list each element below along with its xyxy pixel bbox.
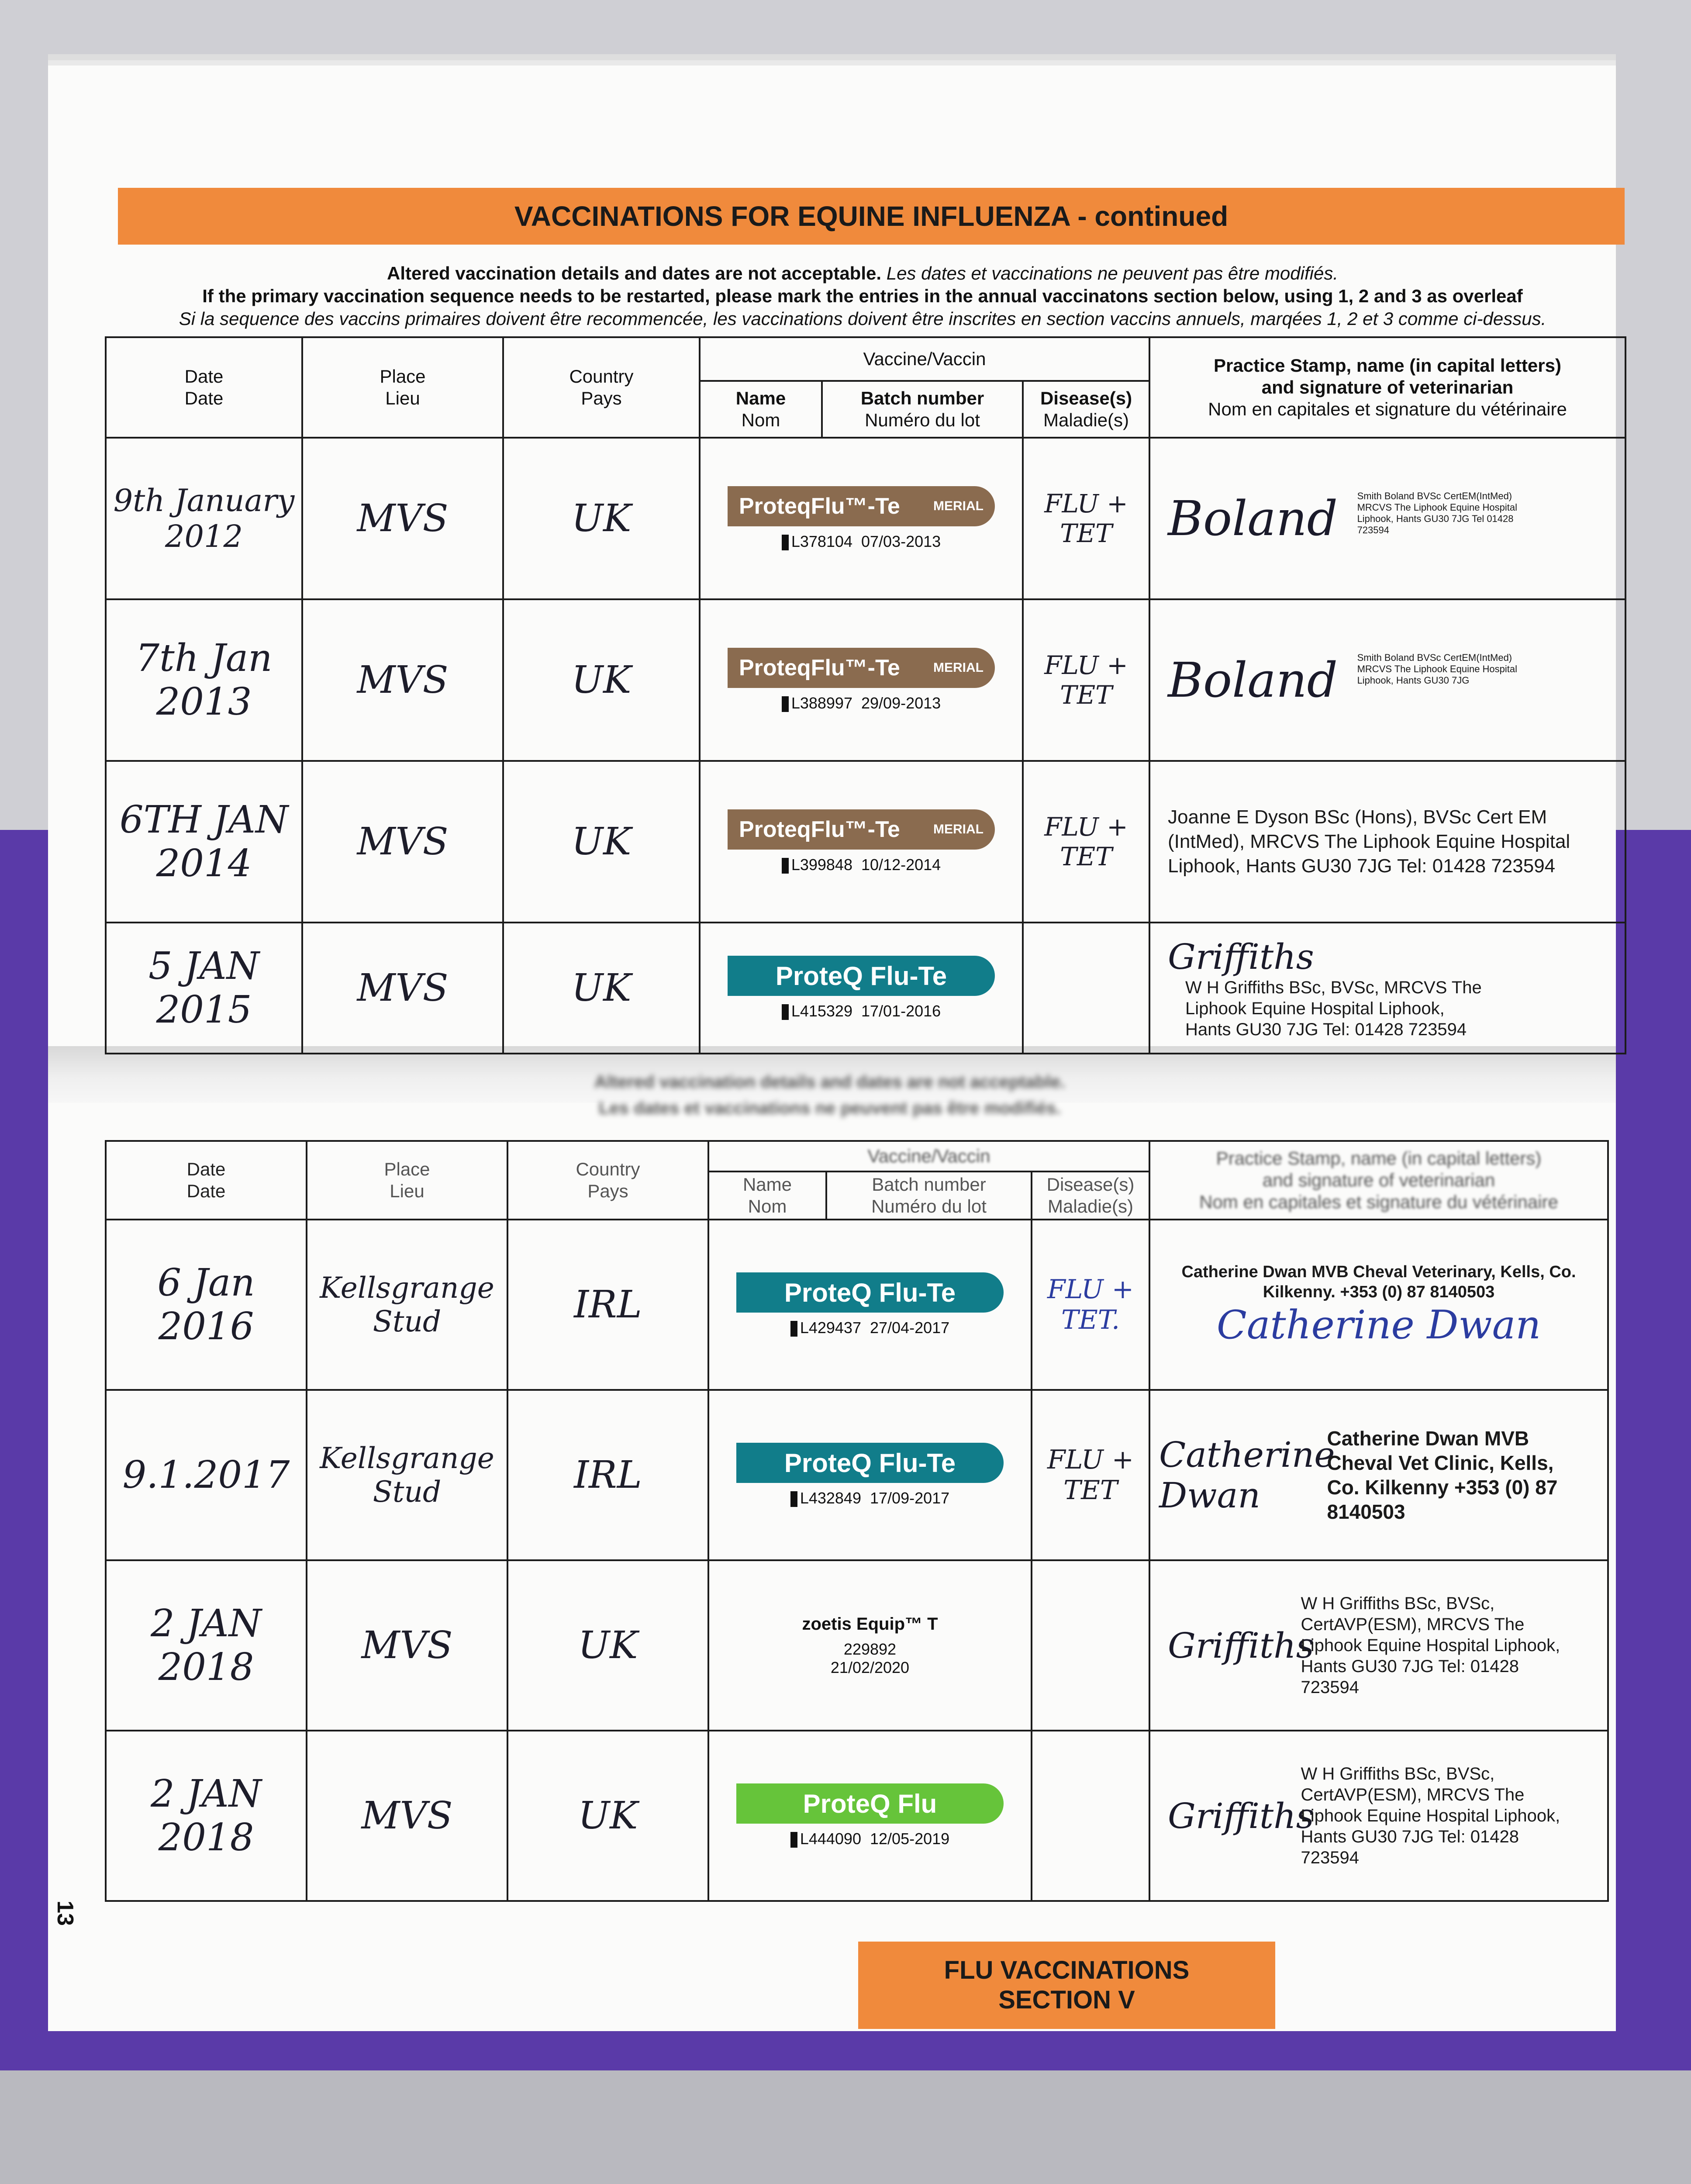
place-cell: MVS bbox=[307, 1560, 507, 1731]
lot-line: 229892 21/02/2020 bbox=[830, 1640, 910, 1676]
table-row bbox=[106, 1220, 1608, 1390]
blurred-notice-1: Altered vaccination details and dates are not acceptable. bbox=[594, 1072, 1066, 1092]
vaccine-label: ProteQ Flu bbox=[736, 1783, 1004, 1824]
country-cell: UK bbox=[507, 1560, 708, 1731]
table-row bbox=[106, 1731, 1608, 1901]
disease-cell: FLU + TET bbox=[1023, 438, 1149, 599]
col-header-disease: Disease(s) Maladie(s) bbox=[1023, 381, 1149, 438]
col-header-date: Date Date bbox=[106, 1141, 307, 1220]
col-header-batch: Batch number Numéro du lot bbox=[822, 381, 1023, 438]
place-cell: MVS bbox=[302, 438, 503, 599]
section-label: FLU VACCINATIONS SECTION V bbox=[858, 1942, 1275, 2029]
country-cell: UK bbox=[507, 1731, 708, 1901]
page-number: 13 bbox=[52, 1901, 78, 1926]
vaccine-label: ProteQ Flu-Te bbox=[728, 956, 995, 996]
lot-line: L415329 17/01-2016 bbox=[701, 1002, 1022, 1020]
date-cell: 6TH JAN 2014 bbox=[106, 761, 302, 923]
lot-line: L429437 27/04-2017 bbox=[709, 1319, 1031, 1337]
scanner-bed bbox=[0, 2070, 1691, 2184]
practice-stamp: Smith Boland BVSc CertEM(IntMed) MRCVS The Liphook Equine Hospital Liphook, Hants GU30 7JG bbox=[1357, 652, 1518, 686]
vaccine-label: ProteqFlu™-Te MERIAL bbox=[728, 486, 995, 526]
practice-stamp: W H Griffiths BSc, BVSc, CertAVP(ESM), MRCVS The Liphook Equine Hospital Liphook, Hants GU30 7JG Tel: 01428 723594 bbox=[1301, 1594, 1560, 1697]
vet-signature: Griffiths bbox=[1168, 1795, 1314, 1836]
vaccine-sticker bbox=[708, 1220, 1032, 1390]
table-row bbox=[106, 438, 1625, 599]
vaccine-sticker bbox=[700, 438, 1023, 599]
practice-cell bbox=[1149, 1390, 1608, 1560]
disease-cell: FLU + TET. bbox=[1032, 1220, 1149, 1390]
practice-cell bbox=[1149, 923, 1625, 1054]
date-cell: 9.1.2017 bbox=[106, 1390, 307, 1560]
table-row bbox=[106, 761, 1625, 923]
practice-stamp: Joanne E Dyson BSc (Hons), BVSc Cert EM (IntMed), MRCVS The Liphook Equine Hospital Liphook, Hants GU30 7JG Tel: 01428 723594 bbox=[1149, 761, 1625, 923]
vet-signature: Boland bbox=[1168, 652, 1338, 708]
place-cell: MVS bbox=[302, 761, 503, 923]
table-row bbox=[106, 923, 1625, 1054]
col-header-disease: Disease(s) Maladie(s) bbox=[1032, 1171, 1149, 1220]
country-cell: UK bbox=[503, 923, 700, 1054]
country-cell: UK bbox=[503, 761, 700, 923]
vaccine-label: zoetis Equip™ T bbox=[802, 1614, 938, 1634]
practice-cell bbox=[1149, 1220, 1608, 1390]
date-cell: 7th Jan 2013 bbox=[106, 599, 302, 761]
practice-cell bbox=[1149, 1560, 1608, 1731]
date-cell: 9th January 2012 bbox=[106, 438, 302, 599]
disease-cell: FLU + TET bbox=[1032, 1390, 1149, 1560]
place-cell: MVS bbox=[307, 1731, 507, 1901]
lot-line: L399848 10/12-2014 bbox=[701, 856, 1022, 874]
practice-stamp: Smith Boland BVSc CertEM(IntMed) MRCVS The Liphook Equine Hospital Liphook, Hants GU30 7JG Tel 01428 723594 bbox=[1357, 491, 1518, 536]
col-header-place: Place Lieu bbox=[302, 337, 503, 438]
vaccine-label: ProteQ Flu-Te bbox=[736, 1272, 1004, 1313]
col-header-place: Place Lieu bbox=[307, 1141, 507, 1220]
country-cell: UK bbox=[503, 438, 700, 599]
notice-line-2: If the primary vaccination sequence needs to be restarted, please mark the entries in the annual vaccinatons section below, using 1, 2 and 3 as overleaf bbox=[202, 286, 1523, 306]
practice-cell bbox=[1149, 438, 1625, 599]
col-header-name: Name Nom bbox=[708, 1171, 826, 1220]
col-header-country: Country Pays bbox=[503, 337, 700, 438]
col-header-vaccine: Vaccine/Vaccin bbox=[708, 1141, 1149, 1171]
vet-signature: Griffiths bbox=[1168, 936, 1314, 977]
section-banner: VACCINATIONS FOR EQUINE INFLUENZA - continued bbox=[118, 188, 1625, 245]
place-cell: Kellsgrange Stud bbox=[307, 1390, 507, 1560]
lot-line: L432849 17/09-2017 bbox=[709, 1489, 1031, 1507]
disease-cell: FLU + TET bbox=[1023, 599, 1149, 761]
practice-stamp: Catherine Dwan MVB Cheval Vet Clinic, Kells, Co. Kilkenny +353 (0) 87 8140503 bbox=[1327, 1427, 1558, 1523]
col-header-date: Date Date bbox=[106, 337, 302, 438]
vaccination-table-upper bbox=[105, 336, 1626, 1054]
vaccine-sticker bbox=[708, 1731, 1032, 1901]
vaccine-label: ProteQ Flu-Te bbox=[736, 1443, 1004, 1483]
col-header-name: Name Nom bbox=[700, 381, 822, 438]
vaccination-table-lower bbox=[105, 1140, 1609, 1902]
date-cell: 6 Jan 2016 bbox=[106, 1220, 307, 1390]
col-header-practice: Practice Stamp, name (in capital letters) and signature of veterinarian Nom en capitales et signature du vétérinaire bbox=[1149, 337, 1625, 438]
vaccine-sticker bbox=[700, 923, 1023, 1054]
col-header-country: Country Pays bbox=[507, 1141, 708, 1220]
date-cell: 2 JAN 2018 bbox=[106, 1731, 307, 1901]
place-cell: MVS bbox=[302, 923, 503, 1054]
lot-line: L378104 07/03-2013 bbox=[701, 532, 1022, 551]
vaccine-sticker bbox=[708, 1560, 1032, 1731]
place-cell: MVS bbox=[302, 599, 503, 761]
vet-signature: Catherine Dwan bbox=[1159, 1434, 1335, 1516]
country-cell: IRL bbox=[507, 1390, 708, 1560]
table-row bbox=[106, 1390, 1608, 1560]
notice-line-1: Altered vaccination details and dates are not acceptable. Les dates et vaccinations ne peuvent pas être modifiés. bbox=[387, 263, 1339, 283]
notice-line-3: Si la sequence des vaccins primaires doivent être recommencée, les vaccinations doivent être inscrites en section vaccins annuels, marqées 1, 2 et 3 comme ci-dessus. bbox=[179, 308, 1546, 329]
disease-cell bbox=[1032, 1560, 1149, 1731]
lot-line: L444090 12/05-2019 bbox=[709, 1830, 1031, 1848]
vet-signature: Griffiths bbox=[1168, 1625, 1314, 1666]
vet-signature: Catherine Dwan bbox=[1216, 1302, 1541, 1348]
practice-stamp: W H Griffiths BSc, BVSc, CertAVP(ESM), MRCVS The Liphook Equine Hospital Liphook, Hants GU30 7JG Tel: 01428 723594 bbox=[1301, 1764, 1560, 1867]
vaccine-label: ProteqFlu™-Te MERIAL bbox=[728, 809, 995, 850]
vaccine-sticker bbox=[708, 1390, 1032, 1560]
practice-stamp: W H Griffiths BSc, BVSc, MRCVS The Liphook Equine Hospital Liphook, Hants GU30 7JG Tel: 01428 723594 bbox=[1185, 978, 1482, 1039]
country-cell: IRL bbox=[507, 1220, 708, 1390]
col-header-practice: Practice Stamp, name (in capital letters) and signature of veterinarian Nom en capitales et signature du vétérinaire bbox=[1149, 1141, 1608, 1220]
disease-cell: FLU + TET bbox=[1023, 761, 1149, 923]
date-cell: 2 JAN 2018 bbox=[106, 1560, 307, 1731]
place-cell: Kellsgrange Stud bbox=[307, 1220, 507, 1390]
lot-line: L388997 29/09-2013 bbox=[701, 694, 1022, 712]
disease-cell bbox=[1023, 923, 1149, 1054]
practice-cell bbox=[1149, 599, 1625, 761]
country-cell: UK bbox=[503, 599, 700, 761]
col-header-vaccine: Vaccine/Vaccin bbox=[700, 337, 1149, 381]
date-cell: 5 JAN 2015 bbox=[106, 923, 302, 1054]
vaccine-sticker bbox=[700, 761, 1023, 923]
practice-stamp: Catherine Dwan MVB Cheval Veterinary, Kells, Co. Kilkenny. +353 (0) 87 8140503 bbox=[1181, 1262, 1576, 1301]
practice-cell bbox=[1149, 1731, 1608, 1901]
vaccine-sticker bbox=[700, 599, 1023, 761]
blurred-notice-2: Les dates et vaccinations ne peuvent pas être modifiés. bbox=[598, 1099, 1061, 1118]
vet-signature: Boland bbox=[1168, 491, 1338, 546]
col-header-batch: Batch number Numéro du lot bbox=[826, 1171, 1032, 1220]
disease-cell bbox=[1032, 1731, 1149, 1901]
table-row bbox=[106, 1560, 1608, 1731]
table-row bbox=[106, 599, 1625, 761]
vaccine-label: ProteqFlu™-Te MERIAL bbox=[728, 648, 995, 688]
